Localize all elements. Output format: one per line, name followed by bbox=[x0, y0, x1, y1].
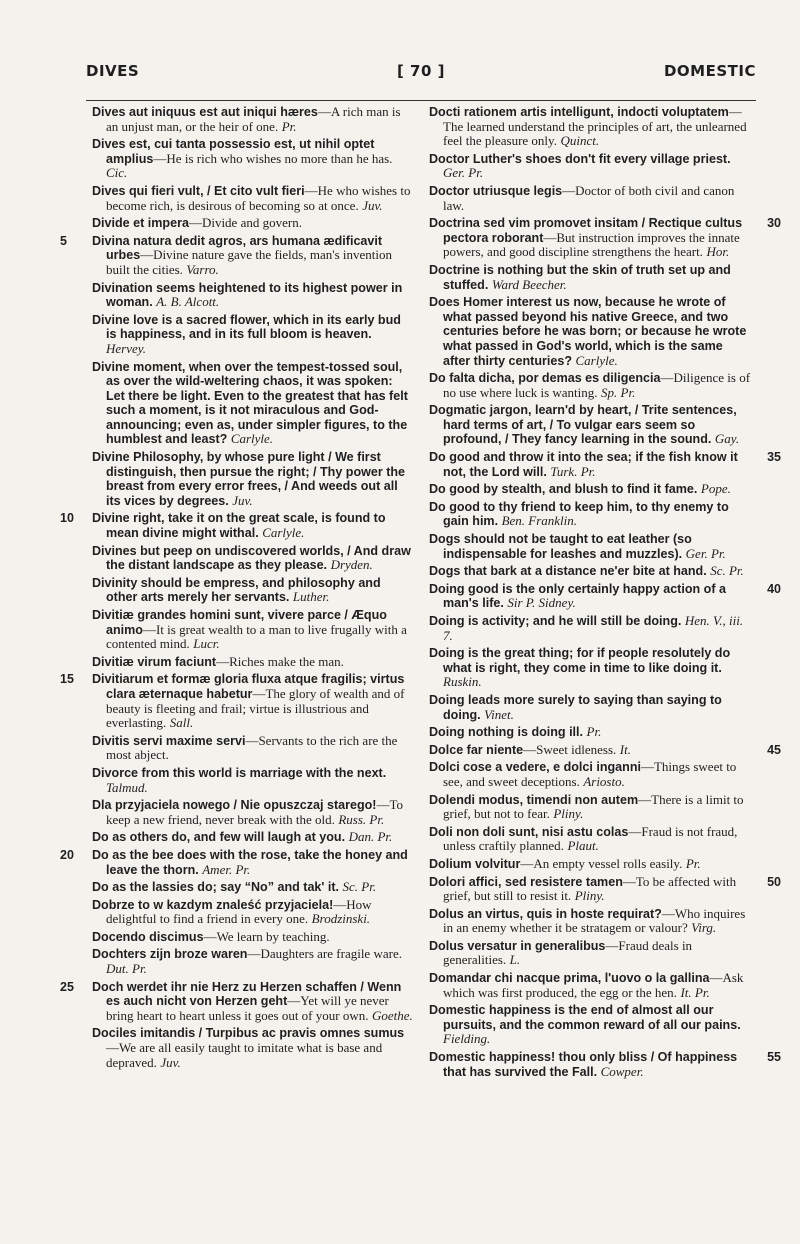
source-attribution: Sc. Pr. bbox=[342, 879, 377, 895]
source-attribution: Turk. Pr. bbox=[550, 463, 596, 479]
translation-text: —Sweet idleness. bbox=[523, 741, 617, 757]
quotation-entry bbox=[429, 693, 751, 722]
quotation-entry bbox=[429, 263, 751, 292]
quotation-text: Domestic happiness is the end of almost all our pursuits, and the common reward of all our pains. bbox=[429, 1003, 741, 1032]
source-attribution: L. bbox=[509, 952, 521, 968]
quotation-text: Dolium volvitur bbox=[429, 856, 521, 871]
quotation-entry bbox=[92, 880, 414, 895]
quotation-text: Divorce from this world is marriage with the next. bbox=[92, 765, 387, 780]
translation-text: —Servants to the rich are the most abject. bbox=[106, 732, 398, 763]
source-attribution: Varro. bbox=[186, 261, 219, 277]
quotation-text: Divines but peep on undiscovered worlds, / And draw the distant landscape as they please. bbox=[92, 543, 411, 573]
quotation-text: Doing leads more surely to saying than saying to doing. bbox=[429, 692, 722, 722]
quotation-entry bbox=[429, 152, 751, 181]
quotation-text: Dives est, cui tanta possessio est, ut nihil optet amplius bbox=[92, 137, 375, 166]
translation-text: —Yet will ye never bring heart to heart unless it goes out of your own. bbox=[106, 993, 389, 1023]
source-attribution: Plaut. bbox=[567, 838, 599, 854]
source-attribution: Cowper. bbox=[600, 1063, 644, 1079]
quotation-entry bbox=[92, 450, 414, 508]
source-attribution: Sc. Pr. bbox=[710, 563, 744, 579]
quotation-text: Does Homer interest us now, because he wrote of what passed beyond his native Greece, and two centuries before he was born; or because he wrote what passed in God's world, which is the same after thirty centuries? bbox=[429, 295, 747, 368]
quotation-text: Do good by stealth, and blush to find it fame. bbox=[429, 482, 698, 497]
quotation-entry bbox=[429, 907, 751, 936]
source-attribution: Dan. Pr. bbox=[348, 829, 393, 845]
source-attribution: Ward Beecher. bbox=[491, 276, 567, 292]
quotation-entry bbox=[60, 511, 414, 541]
translation-text: —Divide and govern. bbox=[188, 215, 302, 231]
quotation-entry bbox=[92, 830, 414, 845]
source-attribution: Lucr. bbox=[193, 636, 220, 652]
source-attribution: A. B. Alcott. bbox=[156, 294, 220, 310]
quotation-text: Doch werdet ihr nie Herz zu Herzen schaffen / Wenn es auch nicht von Herzen geht bbox=[92, 979, 402, 1009]
quotation-entry bbox=[429, 500, 751, 529]
quotation-text: Divina natura dedit agros, ars humana ædificavit urbes bbox=[92, 233, 383, 263]
quotation-text: Divide et impera bbox=[92, 216, 189, 231]
quotation-entry bbox=[429, 295, 751, 368]
quotation-text: Domestic happiness! thou only bliss / Of happiness that has survived the Fall. bbox=[429, 1050, 738, 1079]
line-number: 25 bbox=[60, 979, 74, 994]
quotation-text: Dolus versatur in generalibus bbox=[429, 938, 606, 953]
quotation-text: Doing good is the only certainly happy action of a man's life. bbox=[429, 581, 726, 611]
quotation-entry bbox=[92, 947, 414, 976]
quotation-text: Doctor utriusque legis bbox=[429, 183, 563, 198]
line-number: 15 bbox=[60, 672, 74, 687]
source-attribution: Sall. bbox=[169, 715, 194, 731]
line-number: 40 bbox=[767, 581, 781, 596]
quotation-entry bbox=[429, 725, 751, 740]
quotation-entry bbox=[92, 137, 414, 181]
source-attribution: Ger. Pr. bbox=[443, 165, 484, 181]
running-head-left: DIVES bbox=[86, 62, 140, 80]
translation-text: —A rich man is an unjust man, or the heir of one. bbox=[106, 104, 401, 134]
quotation-text: Dolus an virtus, quis in hoste requirat? bbox=[429, 906, 662, 921]
translation-text: —He who wishes to become rich, is desirous of becoming so at once. bbox=[106, 182, 411, 213]
translation-text: —We learn by teaching. bbox=[203, 928, 330, 944]
source-attribution: Pr. bbox=[586, 724, 602, 740]
quotation-entry bbox=[429, 184, 751, 213]
source-attribution: It. Pr. bbox=[680, 984, 710, 1000]
quotation-entry bbox=[92, 360, 414, 448]
quotation-text: Doli non doli sunt, nisi astu colas bbox=[429, 824, 629, 839]
quotation-entry bbox=[429, 857, 751, 872]
quotation-text: Do good to thy friend to keep him, to thy enemy to gain him. bbox=[429, 499, 729, 529]
quotation-entry bbox=[429, 971, 751, 1000]
quotation-text: Divine moment, when over the tempest-tossed soul, as over the wild-weltering chaos, it was spoken: Let there be light. Even to the greatest that has felt such a moment, is it not miraculous and God-announcing; even as, under simpler figures, to the humblest and least? bbox=[92, 359, 408, 447]
quotation-entry bbox=[92, 798, 414, 827]
translation-text: —Divine nature gave the fields, man's invention built the cities. bbox=[106, 247, 392, 277]
quotation-entry bbox=[92, 576, 414, 605]
quotation-entry bbox=[92, 184, 414, 213]
translation-text: —The glory of wealth and of beauty is fleeting and frail; virtue is illustrious and everlasting. bbox=[106, 685, 405, 731]
source-attribution: Carlyle. bbox=[262, 525, 305, 541]
quotation-text: Docti rationem artis intelligunt, indocti voluptatem bbox=[429, 105, 729, 119]
quotation-text: Doing is activity; and he will still be doing. bbox=[429, 614, 682, 628]
quotation-entry bbox=[429, 532, 751, 561]
source-attribution: Pr. bbox=[685, 855, 701, 871]
quotation-entry bbox=[92, 766, 414, 795]
quotation-text: Dolori affici, sed resistere tamen bbox=[429, 874, 623, 889]
source-attribution: Cic. bbox=[106, 165, 128, 181]
quotation-entry bbox=[429, 450, 781, 479]
right-column bbox=[429, 104, 781, 1082]
translation-text: —But instruction improves the innate powers, and good discipline strengthens the heart. bbox=[443, 229, 740, 260]
source-attribution: Pliny. bbox=[574, 888, 605, 904]
quotation-entry bbox=[92, 544, 414, 573]
quotation-entry bbox=[60, 979, 414, 1024]
translation-text: —Who inquires in an enemy whether it be stratagem or valour? bbox=[443, 905, 746, 936]
source-attribution: Amer. Pr. bbox=[202, 861, 251, 877]
source-attribution: Russ. Pr. bbox=[338, 811, 385, 827]
quotation-text: Divinity should be empress, and philosophy and other arts merely her servants. bbox=[92, 575, 381, 605]
quotation-entry bbox=[92, 105, 414, 134]
quotation-entry bbox=[92, 1026, 414, 1070]
quotation-text: Dives aut iniquus est aut iniqui hæres bbox=[92, 105, 318, 119]
quotation-text: Dolendi modus, timendi non autem bbox=[429, 792, 639, 807]
translation-text: —Ask which was first produced, the egg or the hen. bbox=[443, 970, 744, 1000]
quotation-text: Dobrze to w kazdym znaleść przyjaciela! bbox=[92, 897, 334, 912]
quotation-text: Dogmatic jargon, learn'd by heart, / Trite sentences, hard terms of art, / To vulgar ears seem so profound, / They fancy learning in the sound. bbox=[429, 403, 737, 447]
source-attribution: Talmud. bbox=[106, 779, 148, 795]
quotation-text: Dolci cose a vedere, e dolci inganni bbox=[429, 760, 641, 775]
quotation-text: Doing is the great thing; for if people resolutely do what is right, they come in time to like doing it. bbox=[429, 646, 731, 675]
quotation-text: Divitiæ virum faciunt bbox=[92, 654, 217, 669]
translation-text: —The learned understand the principles of art, the unlearned feel the pleasure only. bbox=[443, 104, 747, 149]
quotation-entry bbox=[60, 847, 414, 877]
line-number: 35 bbox=[767, 450, 781, 465]
quotation-text: Doctrine is nothing but the skin of truth set up and stuffed. bbox=[429, 262, 731, 292]
line-number: 20 bbox=[60, 847, 74, 862]
header-rule bbox=[86, 100, 756, 101]
quotation-text: Divitiæ grandes homini sunt, vivere parce / Æquo animo bbox=[92, 608, 387, 637]
translation-text: —He is rich who wishes no more than he has. bbox=[153, 150, 393, 166]
quotation-text: Doctrina sed vim promovet insitam / Rectique cultus pectora roborant bbox=[429, 216, 743, 245]
quotation-entry bbox=[92, 898, 414, 927]
source-attribution: Dryden. bbox=[330, 557, 373, 573]
translation-text: —To keep a new friend, never break with the old. bbox=[106, 797, 404, 827]
translation-text: —How delightful to find a friend in every one. bbox=[106, 896, 372, 927]
quotation-entry bbox=[429, 646, 751, 690]
source-attribution: It. bbox=[619, 741, 631, 757]
quotation-text: Do as the lassies do; say “No” and tak' it. bbox=[92, 880, 340, 895]
quotation-entry bbox=[429, 105, 751, 149]
quotation-text: Divine love is a sacred flower, which in its early bud is happiness, and in its full bloom is heaven. bbox=[92, 312, 401, 342]
quotation-text: Divine Philosophy, by whose pure light / We first distinguish, then pursue the right; / Thy power the breast from every error frees, / And weeds out all its vices by degrees. bbox=[92, 450, 406, 508]
source-attribution: Ben. Franklin. bbox=[501, 513, 578, 529]
source-attribution: Carlyle. bbox=[230, 431, 274, 447]
quotation-entry bbox=[60, 672, 414, 731]
quotation-entry bbox=[429, 1003, 751, 1047]
quotation-text: Dociles imitandis / Turpibus ac pravis omnes sumus bbox=[92, 1026, 405, 1041]
quotation-entry bbox=[429, 614, 751, 643]
quotation-text: Do good and throw it into the sea; if the fish know it not, the Lord will. bbox=[429, 450, 738, 479]
translation-text: —It is great wealth to a man to live frugally with a contented mind. bbox=[106, 621, 407, 652]
source-attribution: Ger. Pr. bbox=[685, 545, 726, 561]
source-attribution: Luther. bbox=[292, 589, 330, 605]
line-number: 50 bbox=[767, 874, 781, 889]
quotation-entry bbox=[429, 873, 781, 904]
translation-text: —To be affected with grief, but still to resist it. bbox=[443, 873, 737, 904]
running-head-right: DOMESTIC bbox=[663, 62, 756, 80]
quotation-entry bbox=[92, 281, 414, 310]
quotation-text: Dogs that bark at a distance ne'er bite at hand. bbox=[429, 564, 707, 579]
quotation-entry bbox=[429, 741, 781, 758]
quotation-entry bbox=[92, 608, 414, 652]
source-attribution: Pr. bbox=[281, 118, 297, 134]
quotation-entry bbox=[92, 313, 414, 357]
line-number: 55 bbox=[767, 1050, 781, 1065]
translation-text: —Riches make the man. bbox=[216, 653, 344, 669]
quotation-entry bbox=[429, 581, 781, 611]
quotation-text: Dolce far niente bbox=[429, 742, 524, 757]
translation-text: —Doctor of both civil and canon law. bbox=[443, 182, 735, 213]
translation-text: —Fraud is not fraud, unless craftily planned. bbox=[443, 823, 738, 854]
left-column bbox=[60, 104, 414, 1073]
quotation-text: Dives qui fieri vult, / Et cito vult fieri bbox=[92, 183, 305, 198]
translation-text: —An empty vessel rolls easily. bbox=[520, 855, 683, 871]
quotation-text: Dochters zijn broze waren bbox=[92, 947, 248, 962]
source-attribution: Sp. Pr. bbox=[601, 384, 636, 400]
source-attribution: Sir P. Sidney. bbox=[507, 595, 576, 611]
translation-text: —Fraud deals in generalities. bbox=[443, 937, 693, 968]
source-attribution: Goethe. bbox=[371, 1007, 413, 1023]
quotation-text: Docendo discimus bbox=[92, 929, 204, 944]
page-header bbox=[86, 62, 756, 86]
quotation-entry bbox=[429, 939, 751, 968]
source-attribution: Juv. bbox=[232, 492, 253, 508]
quotation-text: Do as others do, and few will laugh at you. bbox=[92, 830, 346, 845]
quotation-entry bbox=[60, 233, 414, 278]
source-attribution: Hen. V., iii. 7. bbox=[443, 613, 744, 643]
source-attribution: Gay. bbox=[714, 431, 740, 447]
quotation-entry bbox=[429, 403, 751, 447]
line-number: 45 bbox=[767, 742, 781, 757]
source-attribution: Juv. bbox=[362, 197, 383, 213]
quotation-text: Divitiarum et formæ gloria fluxa atque fragilis; virtus clara æternaque habetur bbox=[92, 672, 405, 701]
source-attribution: Juv. bbox=[160, 1054, 181, 1070]
quotation-entry bbox=[92, 734, 414, 763]
quotation-text: Doing nothing is doing ill. bbox=[429, 725, 584, 740]
translation-text: —There is a limit to grief, but not to fear. bbox=[443, 791, 744, 822]
source-attribution: Ariosto. bbox=[583, 773, 625, 789]
quotation-entry bbox=[429, 760, 751, 789]
translation-text: —Daughters are fragile ware. bbox=[247, 946, 402, 962]
translation-text: —Diligence is of no use where luck is wanting. bbox=[443, 370, 751, 400]
quotation-entry bbox=[92, 930, 414, 945]
source-attribution: Pope. bbox=[700, 481, 731, 497]
quotation-text: Domandar chi nacque prima, l'uovo o la gallina bbox=[429, 971, 710, 986]
source-attribution: Pliny. bbox=[553, 806, 584, 822]
quotation-text: Do as the bee does with the rose, take the honey and leave the thorn. bbox=[92, 847, 408, 877]
source-attribution: Carlyle. bbox=[575, 352, 618, 368]
quotation-text: Dla przyjaciela nowego / Nie opuszczaj starego! bbox=[92, 798, 377, 813]
source-attribution: Dut. Pr. bbox=[106, 961, 147, 977]
line-number: 5 bbox=[60, 233, 67, 248]
source-attribution: Ruskin. bbox=[443, 674, 482, 690]
source-attribution: Quinct. bbox=[560, 133, 600, 149]
quotation-entry bbox=[92, 216, 414, 231]
quotation-text: Dogs should not be taught to eat leather (so indispensable for leashes and muzzles). bbox=[429, 532, 692, 561]
source-attribution: Hervey. bbox=[106, 340, 147, 356]
source-attribution: Hor. bbox=[706, 244, 730, 260]
quotation-entry bbox=[429, 1050, 781, 1079]
quotation-entry bbox=[429, 371, 751, 400]
source-attribution: Brodzinski. bbox=[311, 911, 371, 927]
source-attribution: Vinet. bbox=[484, 706, 514, 722]
page-number: [ 70 ] bbox=[396, 62, 446, 80]
quotation-text: Doctor Luther's shoes don't fit every village priest. bbox=[429, 151, 731, 166]
quotation-entry bbox=[429, 216, 781, 260]
quotation-text: Divine right, take it on the great scale, is found to mean divine might withal. bbox=[92, 511, 386, 541]
quotation-entry bbox=[429, 825, 751, 854]
translation-text: —We are all easily taught to imitate what is base and depraved. bbox=[106, 1040, 383, 1070]
quotation-entry bbox=[429, 482, 751, 497]
quotation-entry bbox=[429, 564, 751, 579]
translation-text: —Things sweet to see, and sweet deceptions. bbox=[443, 759, 737, 789]
quotation-entry bbox=[429, 793, 751, 822]
source-attribution: Fielding. bbox=[443, 1031, 491, 1047]
line-number: 10 bbox=[60, 511, 74, 526]
quotation-text: Divitis servi maxime servi bbox=[92, 733, 246, 748]
quotation-text: Do falta dicha, por demas es diligencia bbox=[429, 371, 661, 386]
source-attribution: Virg. bbox=[691, 920, 717, 936]
line-number: 30 bbox=[767, 216, 781, 231]
quotation-entry bbox=[92, 655, 414, 670]
quotation-text: Divination seems heightened to its highest power in woman. bbox=[92, 280, 403, 310]
